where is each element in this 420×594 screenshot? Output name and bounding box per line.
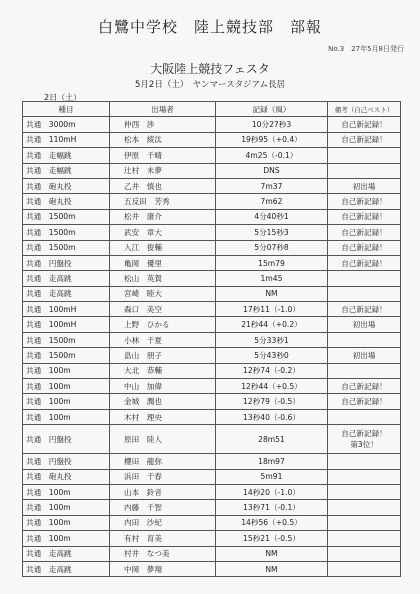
note-cell: 初出場 — [328, 178, 401, 193]
header-athlete: 出場者 — [110, 102, 216, 117]
table-row — [23, 317, 401, 332]
note-cell: 自己新記録！ — [328, 302, 401, 317]
table-row — [23, 163, 401, 178]
table-row — [23, 409, 401, 424]
record-cell: 1m45 — [216, 271, 328, 286]
note-cell: 自己新記録！ — [328, 194, 401, 209]
table-row — [23, 394, 401, 409]
event-cell: 共通 1500m — [23, 348, 110, 363]
record-cell: 10分27秒3 — [216, 117, 328, 132]
athlete-cell: 上野 ひかる — [110, 317, 216, 332]
note-cell: 自己新記録！ — [328, 117, 401, 132]
day-label: 2日（土） — [44, 93, 82, 102]
event-cell: 共通 1500m — [23, 225, 110, 240]
results-body — [23, 117, 401, 577]
athlete-cell: 木村 理央 — [110, 409, 216, 424]
event-cell: 共通 110mH — [23, 132, 110, 147]
event-cell: 共通 100m — [23, 515, 110, 530]
record-cell: 12秒79（-0.5） — [216, 394, 328, 409]
record-cell: 28m51 — [216, 425, 328, 454]
event-name: 大阪陸上競技フェスタ — [150, 62, 270, 76]
record-cell: NM — [216, 546, 328, 561]
note-cell: 自己新記録！ — [328, 240, 401, 255]
table-row — [23, 484, 401, 499]
athlete-cell: 仲西 渉 — [110, 117, 216, 132]
record-cell: DNS — [216, 163, 328, 178]
record-cell: 17秒11（-1.0） — [216, 302, 328, 317]
table-row — [23, 363, 401, 378]
record-cell: 5分15秒3 — [216, 225, 328, 240]
record-cell: 15秒21（-0.5） — [216, 531, 328, 546]
event-cell: 共通 走幅跳 — [23, 148, 110, 163]
header-event: 種目 — [23, 102, 110, 117]
table-row — [23, 132, 401, 147]
table-row — [23, 148, 401, 163]
athlete-cell: 森口 美空 — [110, 302, 216, 317]
record-cell: 13秒40（-0.6） — [216, 409, 328, 424]
note-cell — [328, 561, 401, 576]
event-cell: 共通 走高跳 — [23, 286, 110, 301]
table-row — [23, 546, 401, 561]
event-cell: 共通 100mH — [23, 317, 110, 332]
event-cell: 共通 100m — [23, 363, 110, 378]
header-note: 備考（自己ベスト） — [328, 102, 401, 117]
athlete-cell: 原田 陸人 — [110, 425, 216, 454]
note-cell — [328, 454, 401, 469]
table-row — [23, 500, 401, 515]
event-cell: 共通 1500m — [23, 332, 110, 347]
athlete-cell: 金城 潤也 — [110, 394, 216, 409]
note-cell: 自己新記録！ — [328, 209, 401, 224]
athlete-cell: 松山 英賀 — [110, 271, 216, 286]
record-cell: 13秒71（-0.1） — [216, 500, 328, 515]
event-cell: 共通 円盤投 — [23, 425, 110, 454]
event-cell: 共通 100m — [23, 531, 110, 546]
note-cell: 自己新記録！ — [328, 225, 401, 240]
athlete-cell: 辻村 未夢 — [110, 163, 216, 178]
record-cell: NM — [216, 561, 328, 576]
table-row — [23, 302, 401, 317]
note-cell — [328, 425, 401, 454]
table-row — [23, 515, 401, 530]
table-row — [23, 469, 401, 484]
results-table — [22, 101, 401, 577]
athlete-cell: 伊原 千晴 — [110, 148, 216, 163]
event-cell: 共通 走高跳 — [23, 271, 110, 286]
event-cell: 共通 円盤投 — [23, 255, 110, 270]
event-cell: 共通 走高跳 — [23, 561, 110, 576]
note-cell: 自己新記録！ — [328, 132, 401, 147]
table-row — [23, 454, 401, 469]
record-cell: 7m62 — [216, 194, 328, 209]
event-cell: 共通 1500m — [23, 240, 110, 255]
athlete-cell: 浜田 千春 — [110, 469, 216, 484]
table-header-row — [23, 102, 401, 117]
note-cell: 初出場 — [328, 348, 401, 363]
note-cell — [328, 148, 401, 163]
note-cell — [328, 409, 401, 424]
event-cell: 共通 走幅跳 — [23, 163, 110, 178]
athlete-cell: 入江 俊輔 — [110, 240, 216, 255]
table-row — [23, 255, 401, 270]
header-record: 記録（風） — [216, 102, 328, 117]
note-cell — [328, 500, 401, 515]
athlete-cell: 内田 沙紀 — [110, 515, 216, 530]
athlete-cell: 畠山 朋子 — [110, 348, 216, 363]
event-cell: 共通 100m — [23, 394, 110, 409]
note-cell — [328, 515, 401, 530]
table-row — [23, 348, 401, 363]
table-row — [23, 194, 401, 209]
table-row — [23, 286, 401, 301]
note-cell: 自己新記録！ — [328, 394, 401, 409]
note-cell: 自己新記録！ — [328, 379, 401, 394]
record-cell: 15m79 — [216, 255, 328, 270]
table-row — [23, 561, 401, 576]
athlete-cell: 村井 なつ美 — [110, 546, 216, 561]
record-cell: 14秒56（+0.5） — [216, 515, 328, 530]
note-cell — [328, 484, 401, 499]
note-cell — [328, 163, 401, 178]
table-row — [23, 240, 401, 255]
note-cell: 自己新記録！ — [328, 255, 401, 270]
event-cell: 共通 砲丸投 — [23, 178, 110, 193]
event-date-venue: 5月2日（土） ヤンマースタジアム長居 — [135, 80, 285, 90]
record-cell: 12秒74（-0.2） — [216, 363, 328, 378]
record-cell: 21秒44（+0.2） — [216, 317, 328, 332]
table-row — [23, 225, 401, 240]
record-cell: 5分43秒0 — [216, 348, 328, 363]
event-cell: 共通 100m — [23, 500, 110, 515]
table-row — [23, 425, 401, 454]
athlete-cell: 中岡 夢翔 — [110, 561, 216, 576]
record-cell: NM — [216, 286, 328, 301]
athlete-cell: 亀岡 優里 — [110, 255, 216, 270]
record-cell: 18m97 — [216, 454, 328, 469]
event-cell: 共通 100m — [23, 409, 110, 424]
athlete-cell: 山本 鈴音 — [110, 484, 216, 499]
note-cell — [328, 286, 401, 301]
event-cell: 共通 砲丸投 — [23, 194, 110, 209]
record-cell: 7m37 — [216, 178, 328, 193]
athlete-cell: 武安 章大 — [110, 225, 216, 240]
event-cell: 共通 100m — [23, 379, 110, 394]
issue-info: No.3 27年5月8日発行 — [328, 45, 404, 53]
note-cell — [328, 531, 401, 546]
record-cell: 19秒95（+0.4） — [216, 132, 328, 147]
note-cell: 初出場 — [328, 317, 401, 332]
record-cell: 4m25（-0.1） — [216, 148, 328, 163]
record-cell: 5分07秒8 — [216, 240, 328, 255]
event-cell: 共通 100mH — [23, 302, 110, 317]
note-cell — [328, 546, 401, 561]
athlete-cell: 松井 康介 — [110, 209, 216, 224]
athlete-cell: 宮崎 睦大 — [110, 286, 216, 301]
note-cell — [328, 271, 401, 286]
record-cell: 4分40秒1 — [216, 209, 328, 224]
athlete-cell: 松本 綾汰 — [110, 132, 216, 147]
table-row — [23, 271, 401, 286]
athlete-cell: 五反田 芳秀 — [110, 194, 216, 209]
table-row — [23, 209, 401, 224]
note-cell — [328, 363, 401, 378]
athlete-cell: 有村 育美 — [110, 531, 216, 546]
athlete-cell: 櫻田 龍弥 — [110, 454, 216, 469]
table-row — [23, 117, 401, 132]
athlete-cell: 乙井 慎也 — [110, 178, 216, 193]
record-cell: 5m91 — [216, 469, 328, 484]
record-cell: 12秒44（+0.5） — [216, 379, 328, 394]
table-row — [23, 379, 401, 394]
event-cell: 共通 円盤投 — [23, 454, 110, 469]
record-cell: 5分33秒1 — [216, 332, 328, 347]
note-cell — [328, 469, 401, 484]
event-cell: 共通 砲丸投 — [23, 469, 110, 484]
athlete-cell: 小林 千夏 — [110, 332, 216, 347]
athlete-cell: 中山 加偉 — [110, 379, 216, 394]
event-cell: 共通 100m — [23, 484, 110, 499]
event-cell: 共通 走高跳 — [23, 546, 110, 561]
athlete-cell: 内藤 千智 — [110, 500, 216, 515]
table-row — [23, 531, 401, 546]
note-cell — [328, 332, 401, 347]
note-line: 第3位！ — [350, 440, 378, 450]
event-cell: 共通 3000m — [23, 117, 110, 132]
table-row — [23, 332, 401, 347]
event-cell: 共通 1500m — [23, 209, 110, 224]
newsletter-title: 白鷺中学校 陸上競技部 部報 — [97, 18, 322, 36]
athlete-cell: 大北 恭輔 — [110, 363, 216, 378]
note-line: 自己新記録！ — [341, 429, 387, 439]
table-row — [23, 178, 401, 193]
record-cell: 14秒20（-1.0） — [216, 484, 328, 499]
